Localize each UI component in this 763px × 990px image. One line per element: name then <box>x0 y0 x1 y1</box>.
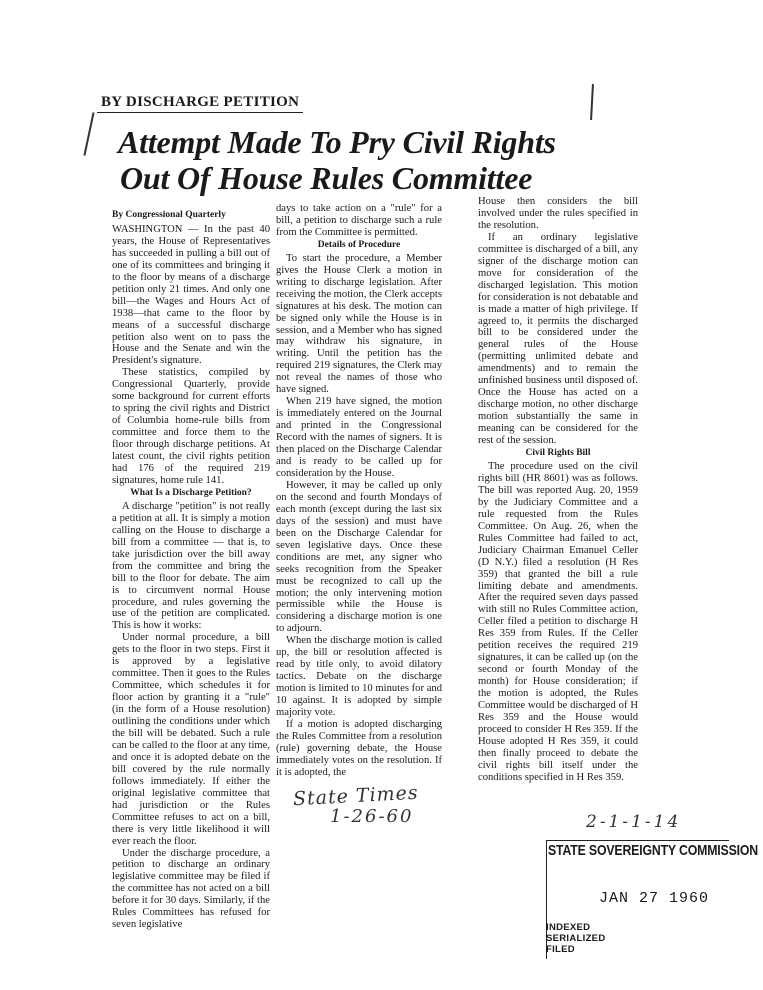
paragraph: The procedure used on the civil rights bill (HR 8601) was as follows. The bill was reported Aug. 20, 1959 by the Judiciary Committee and a rule requested from the Rules Committee. On Aug. 26, when the Rules Committee had failed to act, Judiciary Chairman Emanuel Celler (D N.Y.) filed a resolution (H Res 359) that granted the bill a rule limiting debate and amendments. After the required seven days passed with still no Rules Committee action, Celler filed a petition to discharge H Res 359 from Rules. If the Celler petition receives the required 219 signatures, it can be called up (on the second or fourth Monday of the month) for House consideration; if the motion is adopted, the Rules Committee would be discharged of H Res 359 and the House would proceed to consider H Res 359. If the House adopted H Res 359, it could then finally proceed to debate the civil rights bill itself under the conditions specified in H Res 359. <box>478 460 638 783</box>
column-2 <box>276 203 442 779</box>
paragraph: A discharge "petition" is not really a petition at all. It is simply a motion calling on the House to discharge a bill from a committee — that is, to take jurisdiction over the bill away from the committee and bring the bill to the floor for debate. The aim is to circumvent normal House procedure, and rules governing the use of the petition are complicated. This is how it works: <box>112 500 270 632</box>
paragraph: WASHINGTON — In the past 40 years, the House of Representatives has succeeded in pulling a bill out of one of its committees and bringing it to the floor by means of a discharge petition only 21 times. And only one bill—the Wages and Hours Act of 1938—that came to the floor by means of a successful discharge petition also went on to pass the House and the Senate and win the President's signature. <box>112 223 270 367</box>
handwritten-date: 1-26-60 <box>330 806 414 827</box>
subheading: What Is a Discharge Petition? <box>130 487 252 498</box>
stamp-date: JAN 27 1960 <box>599 890 710 907</box>
headline <box>118 124 608 196</box>
paragraph: Under the discharge procedure, a petition to discharge an ordinary legislative committee may be filed if the committee has not acted on a bill before it for 30 days. Similarly, if the Rules Committees has refused for seven legislative <box>112 847 270 931</box>
paragraph: Under normal procedure, a bill gets to the floor in two steps. First it is approved by a legislative committee. Then it goes to the Rules Committee, which schedules it for floor action by granting it a "rule" (in the form of a House resolution) outlining the conditions under which the bill will be debated. Such a rule can be called to the floor at any time, and once it is adopted debate on the bill covered by the rule normally follows immediately. If either the original legislative committee that had jurisdiction or the Rules Committee refuses to act on a bill, there is very little likelihood it will ever reach the floor. <box>112 632 270 847</box>
subheading: Details of Procedure <box>317 239 401 250</box>
commission-stamp <box>546 812 759 958</box>
paragraph: House then considers the bill involved under the rules specified in the resolution. <box>478 196 638 231</box>
paragraph: If a motion is adopted discharging the Rules Committee from a resolution (rule) governing debate, the House immediately votes on the resolution. If it is adopted, the <box>276 718 442 778</box>
paragraph: However, it may be called up only on the second and fourth Mondays of each month (except during the last six days of the session) and must have been on the Discharge Calendar for seven legislative days. Once these conditions are met, any signer who seeks recognition from the Speaker must be recognized to call up the motion; the only intervening motion permissible while the House is considering a discharge motion is one to adjourn. <box>276 479 442 635</box>
byline: By Congressional Quarterly <box>112 210 226 220</box>
handwritten-source: State Times <box>292 781 420 811</box>
headline-line-2: Out Of House Rules Committee <box>120 160 533 196</box>
stamp-filed: FILED <box>546 944 575 955</box>
column-1 <box>112 210 270 931</box>
stamp-title: STATE SOVEREIGNTY COMMISSION <box>548 842 759 859</box>
paragraph: When the discharge motion is called up, the bill or resolution affected is read by title only, to avoid dilatory tactics. Debate on the discharge motion is limited to 10 minutes for and 10 against. It is adopted by simple majority vote. <box>276 635 442 719</box>
paragraph: These statistics, compiled by Congressional Quarterly, provide some background for current efforts to spring the civil rights and District of Columbia home-rule bills from committee and force them to the floor through discharge petitions. At latest count, the civil rights petition had 176 of the required 219 signatures, home rule 141. <box>112 367 270 486</box>
column-3 <box>478 196 638 784</box>
paragraph: To start the procedure, a Member gives the House Clerk a motion in writing to discharge legislation. After receiving the motion, the Clerk accepts signatures at his desk. The motion can be signed only while the House is in session, and a Member who has signed may withdraw his signature, in writing. Until the petition has the required 219 signatures, the Clerk may not reveal the names of those who have signed. <box>276 252 442 396</box>
headline-line-1: Attempt Made To Pry Civil Rights <box>118 124 556 160</box>
paragraph: If an ordinary legislative committee is discharged of a bill, any signer of the discharge motion can move for consideration of the discharged legislation. This motion for consideration is not debatable and is made a matter of high privilege. If agreed to, it permits the discharged bill to be considered under the general rules of the House (permitting unlimited debate and amendments) and to remain the unfinished business until disposed of. Once the House has acted on a discharge motion, no other discharge motion substantially the same in meaning can be considered for the rest of the session. <box>478 231 638 447</box>
paragraph: days to take action on a "rule" for a bill, a petition to discharge such a rule from the Committee is permitted. <box>276 203 442 238</box>
margin-mark-top <box>590 84 594 120</box>
handwritten-file-number: 2-1-1-14 <box>586 812 682 832</box>
kicker: BY DISCHARGE PETITION <box>97 94 303 113</box>
margin-mark <box>83 112 94 155</box>
paragraph: When 219 have signed, the motion is immediately entered on the Journal and printed in the Congressional Record with the names of signers. It is then placed on the Discharge Calendar and is ready to be called up for consideration by the House. <box>276 396 442 479</box>
stamp-indexed: INDEXED <box>546 922 591 933</box>
subheading: Civil Rights Bill <box>525 448 591 459</box>
stamp-serialized: SERIALIZED <box>546 933 606 944</box>
